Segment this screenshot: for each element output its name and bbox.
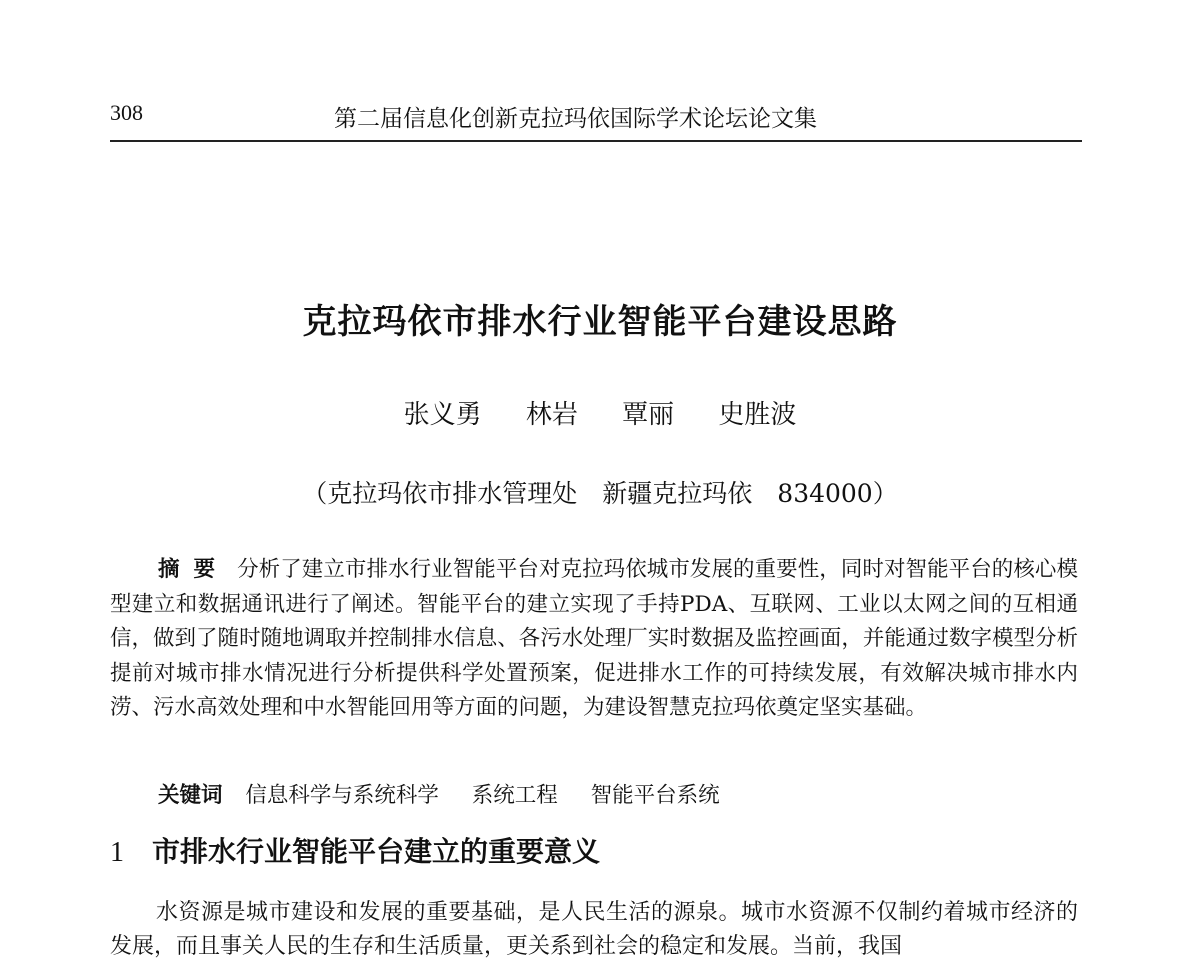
author: 林岩 [525,400,578,430]
running-header: 第二届信息化创新克拉玛依国际学术论坛论文集 [334,106,817,132]
affiliation: （克拉玛依市排水管理处 新疆克拉玛依 834000） [302,479,898,508]
section-number: 1 [110,837,124,868]
keywords-value [245,783,745,808]
author: 张义勇 [403,400,482,430]
keywords [158,778,746,809]
keywords-label: 关键词 [158,783,223,808]
keyword: 智能平台系统 [590,783,720,808]
body-paragraph: 水资源是城市建设和发展的重要基础，是人民生活的源泉。城市水资源不仅制约着城市经济的发展，而且事关人民的生存和生活质量，更关系到社会的稳定和发展。当前，我国 [110,900,1078,959]
section-heading [110,830,600,870]
keyword: 信息科学与系统科学 [245,783,439,808]
header-rule [110,140,1082,142]
paper-title: 克拉玛依市排水行业智能平台建设思路 [302,302,898,342]
abstract-label: 摘要 [158,557,230,582]
page-number: 308 [110,100,143,125]
abstract [110,553,1078,726]
keyword: 系统工程 [471,783,558,808]
authors [0,394,1200,431]
author: 史胜波 [718,400,797,430]
section-title: 市排水行业智能平台建立的重要意义 [152,835,601,868]
abstract-text: 分析了建立市排水行业智能平台对克拉玛依城市发展的重要性，同时对智能平台的核心模型建立和数据通讯进行了阐述。智能平台的建立实现了手持PDA、互联网、工业以太网之间的互相通信，做到了随时随地调取并控制排水信息、各污水处理厂实时数据及监控画面，并能通过数字模型分析提前对城市排水情况进行分析提供科学处置预案，促进排水工作的可持续发展，有效解决城市排水内涝、污水高效处理和中水智能回用等方面的问题，为建设智慧克拉玛依奠定坚实基础。 [110,557,1078,720]
author: 覃丽 [622,400,675,430]
